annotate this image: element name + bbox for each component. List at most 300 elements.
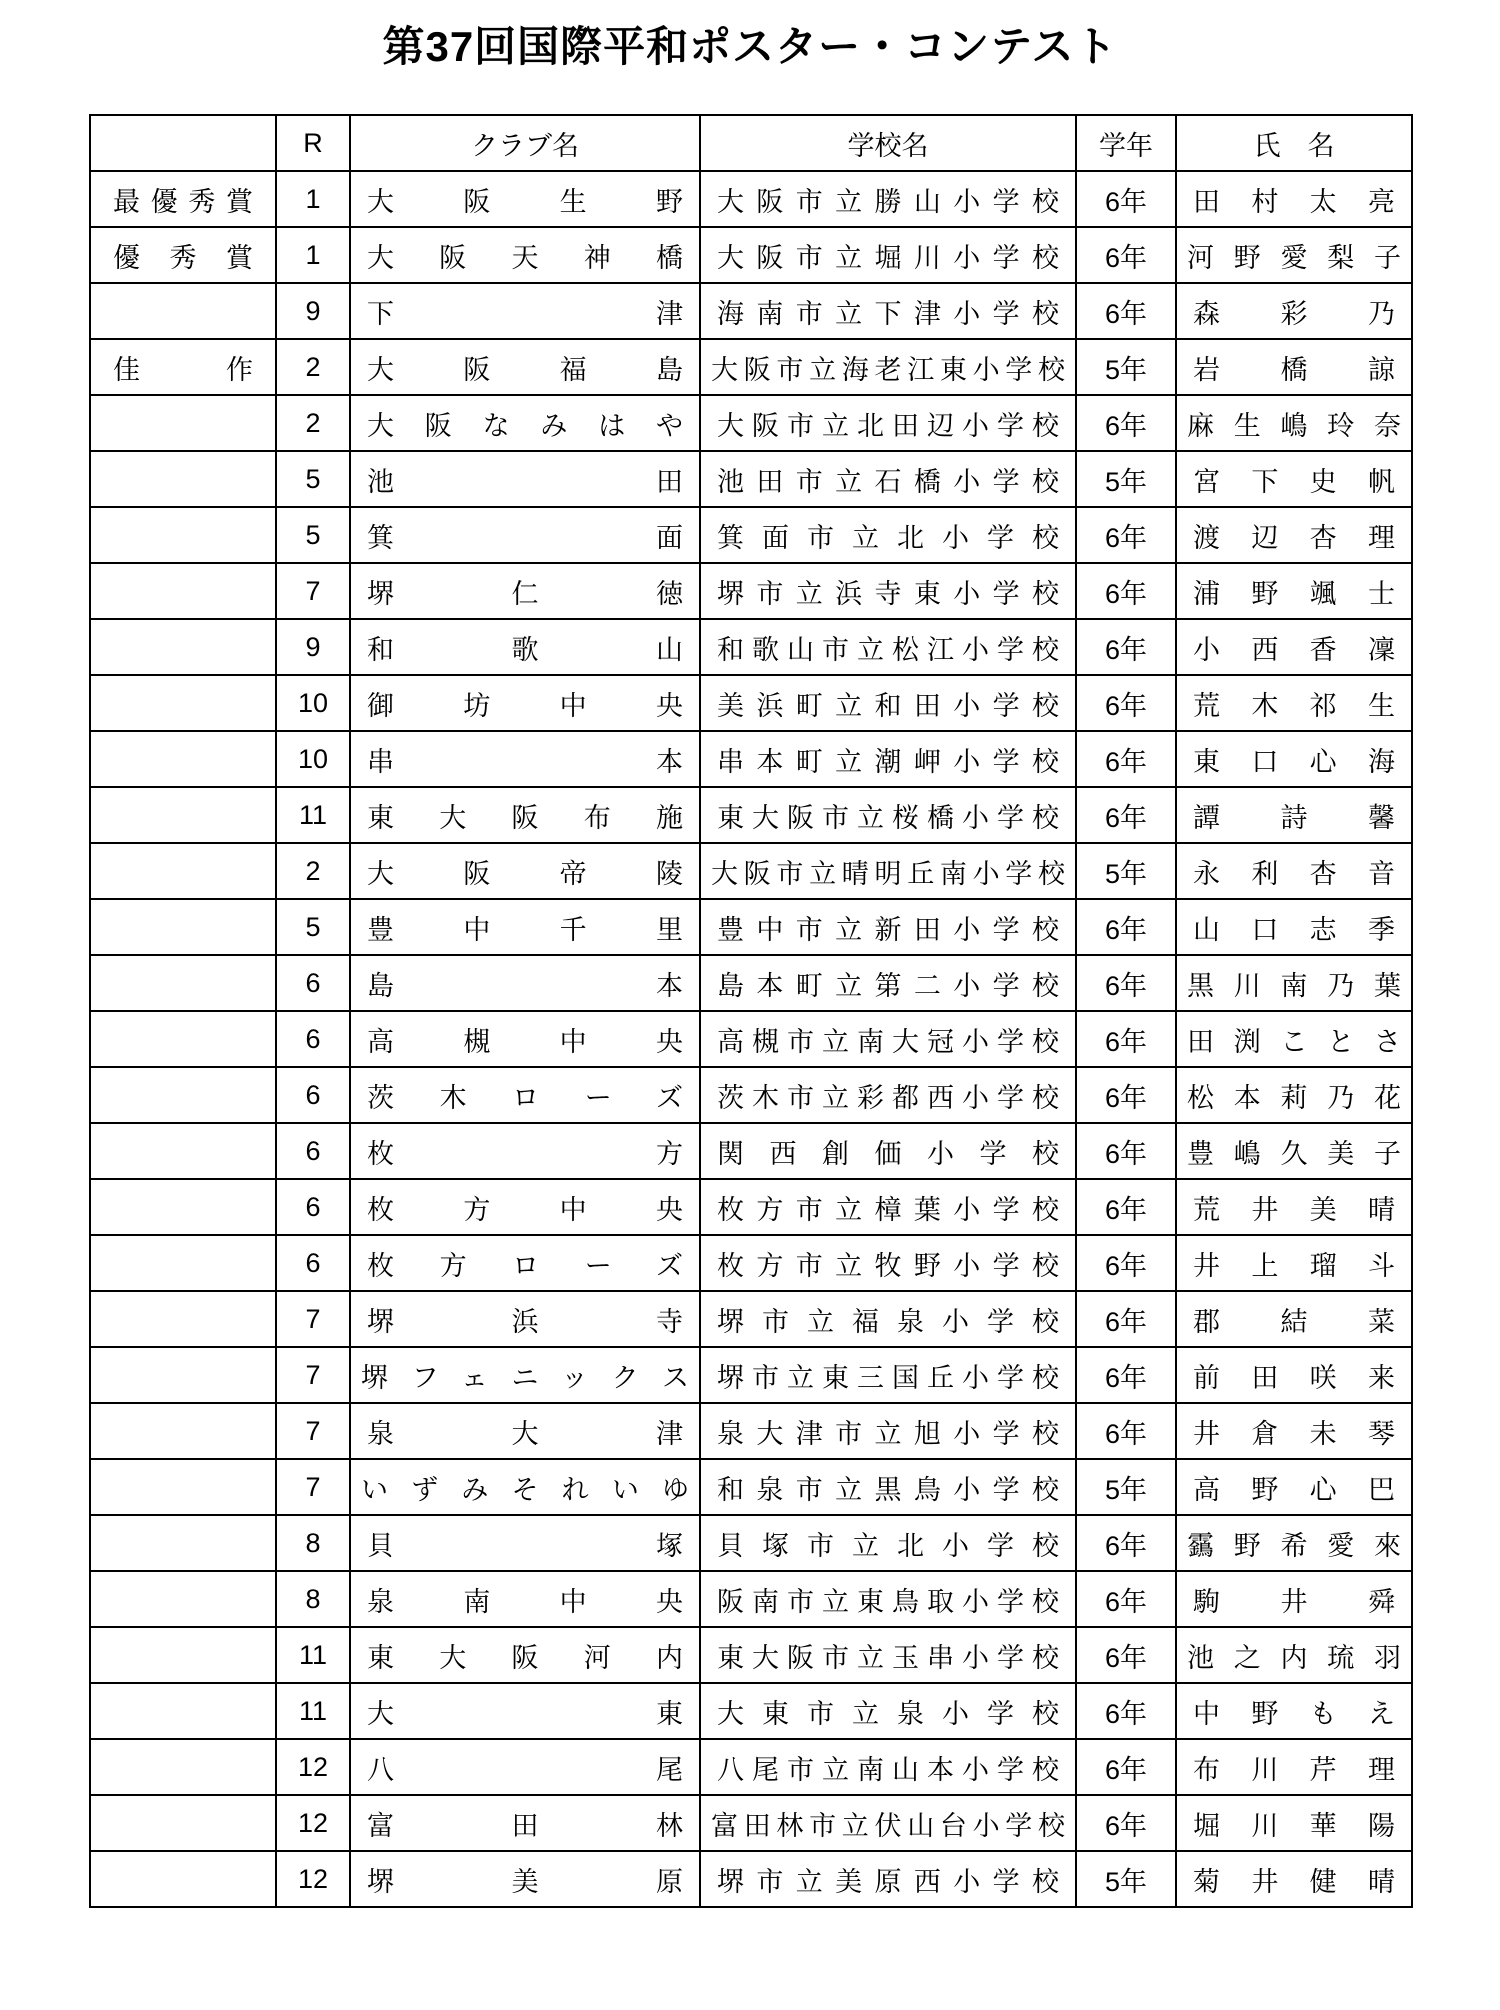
award-cell	[90, 787, 276, 843]
club-cell	[350, 1795, 700, 1851]
school-name: 箕面市立北小学校	[717, 522, 1059, 553]
round-cell: 12	[276, 1851, 350, 1907]
student-name: 永利杏音	[1193, 858, 1395, 889]
club-name: 池田	[367, 466, 683, 497]
award-cell	[90, 227, 276, 283]
table-row	[90, 1627, 1412, 1683]
student-name: 荒井美晴	[1193, 1194, 1395, 1225]
club-cell	[350, 1459, 700, 1515]
award-cell	[90, 395, 276, 451]
school-cell	[700, 787, 1076, 843]
table-row	[90, 899, 1412, 955]
school-name: 池田市立石橋小学校	[717, 466, 1059, 497]
school-cell	[700, 339, 1076, 395]
grade-cell: 6年	[1076, 1627, 1176, 1683]
award-cell	[90, 955, 276, 1011]
table-row	[90, 1235, 1412, 1291]
student-name-cell	[1176, 1571, 1412, 1627]
round-cell: 6	[276, 1067, 350, 1123]
table-row	[90, 1459, 1412, 1515]
student-name: 河野愛梨子	[1187, 242, 1401, 273]
round-cell: 6	[276, 1123, 350, 1179]
award-cell	[90, 1235, 276, 1291]
grade-cell: 5年	[1076, 339, 1176, 395]
round-cell: 7	[276, 563, 350, 619]
grade-cell: 6年	[1076, 899, 1176, 955]
club-name: 島本	[367, 970, 683, 1001]
student-name-cell	[1176, 843, 1412, 899]
school-name: 美浜町立和田小学校	[717, 690, 1059, 721]
award-cell	[90, 1795, 276, 1851]
table-row	[90, 1067, 1412, 1123]
round-cell: 6	[276, 955, 350, 1011]
award-cell	[90, 1459, 276, 1515]
round-cell: 5	[276, 507, 350, 563]
club-name: 八尾	[367, 1754, 683, 1785]
student-name: 麻生嶋玲奈	[1187, 410, 1401, 441]
club-name: 茨木ローズ	[367, 1082, 683, 1113]
grade-cell: 6年	[1076, 1571, 1176, 1627]
club-name: 大阪なみはや	[367, 410, 683, 441]
grade-cell: 6年	[1076, 1795, 1176, 1851]
table-row	[90, 1123, 1412, 1179]
student-name-cell	[1176, 1795, 1412, 1851]
table-row	[90, 563, 1412, 619]
school-name: 茨木市立彩都西小学校	[717, 1082, 1059, 1113]
student-name-cell	[1176, 1851, 1412, 1907]
grade-cell: 6年	[1076, 955, 1176, 1011]
club-name: 大阪帝陵	[367, 858, 683, 889]
student-name-cell	[1176, 395, 1412, 451]
round-cell: 7	[276, 1347, 350, 1403]
grade-cell: 6年	[1076, 395, 1176, 451]
grade-cell: 6年	[1076, 171, 1176, 227]
student-name: 豊嶋久美子	[1187, 1138, 1401, 1169]
club-cell	[350, 1347, 700, 1403]
club-cell	[350, 955, 700, 1011]
award-cell	[90, 171, 276, 227]
club-cell	[350, 899, 700, 955]
club-name: 東大阪河内	[367, 1642, 683, 1673]
club-cell	[350, 1123, 700, 1179]
grade-cell: 6年	[1076, 731, 1176, 787]
document-page	[0, 22, 1500, 2010]
club-name: 串本	[367, 746, 683, 777]
club-cell	[350, 731, 700, 787]
student-name-cell	[1176, 1011, 1412, 1067]
award-cell	[90, 283, 276, 339]
club-name: 泉大津	[367, 1418, 683, 1449]
student-name: 池之内琉羽	[1187, 1642, 1401, 1673]
student-name: 山口志季	[1193, 914, 1395, 945]
round-cell: 8	[276, 1515, 350, 1571]
school-cell	[700, 1515, 1076, 1571]
table-row	[90, 1011, 1412, 1067]
club-cell	[350, 339, 700, 395]
table-row	[90, 1571, 1412, 1627]
school-cell	[700, 1347, 1076, 1403]
table-row	[90, 1515, 1412, 1571]
grade-cell: 6年	[1076, 1739, 1176, 1795]
club-name: 大阪天神橋	[367, 242, 683, 273]
club-name: 枚方中央	[367, 1194, 683, 1225]
club-name: 豊中千里	[367, 914, 683, 945]
grade-cell: 6年	[1076, 1291, 1176, 1347]
award-cell	[90, 1347, 276, 1403]
award-cell	[90, 1067, 276, 1123]
table-row	[90, 787, 1412, 843]
table-row	[90, 227, 1412, 283]
school-cell	[700, 619, 1076, 675]
student-name-cell	[1176, 283, 1412, 339]
round-cell: 5	[276, 899, 350, 955]
grade-cell: 5年	[1076, 451, 1176, 507]
table-row	[90, 339, 1412, 395]
award-cell	[90, 451, 276, 507]
table-row	[90, 731, 1412, 787]
school-name: 高槻市立南大冠小学校	[717, 1026, 1059, 1057]
round-cell: 2	[276, 339, 350, 395]
grade-cell: 6年	[1076, 1347, 1176, 1403]
club-cell	[350, 1235, 700, 1291]
club-name: 大阪福島	[367, 354, 683, 385]
table-header-cell: 学校名	[700, 115, 1076, 171]
school-cell	[700, 395, 1076, 451]
table-row	[90, 171, 1412, 227]
student-name: 田渕ことさ	[1187, 1026, 1401, 1057]
student-name: 岩橋諒	[1193, 354, 1395, 385]
student-name-cell	[1176, 227, 1412, 283]
school-cell	[700, 1627, 1076, 1683]
student-name: 井上瑠斗	[1193, 1250, 1395, 1281]
grade-cell: 6年	[1076, 563, 1176, 619]
student-name-cell	[1176, 171, 1412, 227]
award-table-container	[89, 114, 1411, 1908]
club-cell	[350, 1011, 700, 1067]
award-cell	[90, 1627, 276, 1683]
student-name-cell	[1176, 731, 1412, 787]
club-cell	[350, 563, 700, 619]
table-row	[90, 1347, 1412, 1403]
table-row	[90, 1739, 1412, 1795]
school-name: 富田林市立伏山台小学校	[711, 1810, 1065, 1841]
round-cell: 1	[276, 227, 350, 283]
student-name-cell	[1176, 1291, 1412, 1347]
grade-cell: 6年	[1076, 1515, 1176, 1571]
table-header-cell: R	[276, 115, 350, 171]
student-name: 前田咲来	[1193, 1362, 1395, 1393]
club-cell	[350, 1571, 700, 1627]
school-cell	[700, 731, 1076, 787]
student-name-cell	[1176, 1067, 1412, 1123]
round-cell: 9	[276, 283, 350, 339]
student-name: 森彩乃	[1193, 298, 1395, 329]
award-label: 最優秀賞	[113, 186, 253, 217]
table-row	[90, 1851, 1412, 1907]
school-cell	[700, 955, 1076, 1011]
student-name: 黒川南乃葉	[1187, 970, 1401, 1001]
school-cell	[700, 1291, 1076, 1347]
club-name: いずみそれいゆ	[361, 1474, 689, 1505]
student-name: 堀川華陽	[1193, 1810, 1395, 1841]
table-row	[90, 451, 1412, 507]
school-cell	[700, 1179, 1076, 1235]
round-cell: 9	[276, 619, 350, 675]
club-name: 高槻中央	[367, 1026, 683, 1057]
student-name-cell	[1176, 675, 1412, 731]
student-name-cell	[1176, 1515, 1412, 1571]
student-name-cell	[1176, 339, 1412, 395]
club-cell	[350, 787, 700, 843]
school-cell	[700, 1235, 1076, 1291]
table-row	[90, 1403, 1412, 1459]
student-name: 松本莉乃花	[1187, 1082, 1401, 1113]
award-cell	[90, 1515, 276, 1571]
club-cell	[350, 1291, 700, 1347]
award-label: 優秀賞	[113, 242, 253, 273]
table-row	[90, 675, 1412, 731]
club-cell	[350, 1851, 700, 1907]
school-name: 堺市立美原西小学校	[717, 1866, 1059, 1897]
table-row	[90, 619, 1412, 675]
school-cell	[700, 675, 1076, 731]
school-cell	[700, 1739, 1076, 1795]
table-header-cell: 氏 名	[1176, 115, 1412, 171]
award-cell	[90, 1683, 276, 1739]
school-name: 枚方市立樟葉小学校	[717, 1194, 1059, 1225]
award-cell	[90, 1851, 276, 1907]
student-name: 小西香凜	[1193, 634, 1395, 665]
grade-cell: 6年	[1076, 1011, 1176, 1067]
school-name: 貝塚市立北小学校	[717, 1530, 1059, 1561]
school-name: 和歌山市立松江小学校	[717, 634, 1059, 665]
round-cell: 12	[276, 1739, 350, 1795]
grade-cell: 5年	[1076, 843, 1176, 899]
student-name: 駒井舜	[1193, 1586, 1395, 1617]
student-name: 高野心巴	[1193, 1474, 1395, 1505]
grade-cell: 6年	[1076, 1179, 1176, 1235]
round-cell: 8	[276, 1571, 350, 1627]
award-cell	[90, 899, 276, 955]
school-cell	[700, 899, 1076, 955]
club-name: 枚方ローズ	[367, 1250, 683, 1281]
grade-cell: 5年	[1076, 1851, 1176, 1907]
award-table	[89, 114, 1413, 1908]
student-name: 靎野希愛來	[1187, 1530, 1401, 1561]
school-name: 串本町立潮岬小学校	[717, 746, 1059, 777]
grade-cell: 6年	[1076, 619, 1176, 675]
school-cell	[700, 1851, 1076, 1907]
table-row	[90, 1683, 1412, 1739]
student-name: 田村太亮	[1193, 186, 1395, 217]
school-name: 堺市立東三国丘小学校	[717, 1362, 1059, 1393]
club-name: 貝塚	[367, 1530, 683, 1561]
round-cell: 11	[276, 1683, 350, 1739]
club-cell	[350, 1627, 700, 1683]
table-header-cell: 学年	[1076, 115, 1176, 171]
school-name: 大阪市立堀川小学校	[717, 242, 1059, 273]
grade-cell: 6年	[1076, 1235, 1176, 1291]
school-name: 泉大津市立旭小学校	[717, 1418, 1059, 1449]
grade-cell: 6年	[1076, 1403, 1176, 1459]
table-row	[90, 1291, 1412, 1347]
award-cell	[90, 1571, 276, 1627]
club-cell	[350, 1739, 700, 1795]
school-name: 堺市立福泉小学校	[717, 1306, 1059, 1337]
club-cell	[350, 451, 700, 507]
table-row	[90, 507, 1412, 563]
student-name: 宮下史帆	[1193, 466, 1395, 497]
award-cell	[90, 339, 276, 395]
club-cell	[350, 1403, 700, 1459]
table-header-cell	[90, 115, 276, 171]
round-cell: 6	[276, 1235, 350, 1291]
page-title: 第37回国際平和ポスター・コンテスト	[382, 23, 1118, 70]
club-cell	[350, 1179, 700, 1235]
award-cell	[90, 1739, 276, 1795]
club-name: 和歌山	[367, 634, 683, 665]
student-name-cell	[1176, 899, 1412, 955]
round-cell: 10	[276, 675, 350, 731]
school-name: 東大阪市立玉串小学校	[717, 1642, 1059, 1673]
school-name: 大阪市立海老江東小学校	[711, 354, 1065, 385]
student-name-cell	[1176, 1235, 1412, 1291]
award-label: 佳作	[113, 354, 253, 385]
school-name: 関西創価小学校	[717, 1138, 1059, 1169]
school-cell	[700, 1011, 1076, 1067]
student-name: 荒木祁生	[1193, 690, 1395, 721]
school-name: 枚方市立牧野小学校	[717, 1250, 1059, 1281]
school-cell	[700, 563, 1076, 619]
award-cell	[90, 1123, 276, 1179]
award-cell	[90, 619, 276, 675]
school-cell	[700, 1459, 1076, 1515]
round-cell: 11	[276, 787, 350, 843]
student-name: 渡辺杏理	[1193, 522, 1395, 553]
club-cell	[350, 171, 700, 227]
school-name: 海南市立下津小学校	[717, 298, 1059, 329]
round-cell: 2	[276, 843, 350, 899]
round-cell: 7	[276, 1291, 350, 1347]
table-row	[90, 1179, 1412, 1235]
school-name: 堺市立浜寺東小学校	[717, 578, 1059, 609]
award-cell	[90, 1011, 276, 1067]
club-name: 堺フェニックス	[361, 1362, 689, 1393]
student-name-cell	[1176, 1347, 1412, 1403]
club-name: 箕面	[367, 522, 683, 553]
club-cell	[350, 675, 700, 731]
grade-cell: 6年	[1076, 1683, 1176, 1739]
club-cell	[350, 395, 700, 451]
club-name: 堺美原	[367, 1866, 683, 1897]
grade-cell: 5年	[1076, 1459, 1176, 1515]
club-cell	[350, 1067, 700, 1123]
school-name: 和泉市立黒鳥小学校	[717, 1474, 1059, 1505]
school-cell	[700, 1571, 1076, 1627]
student-name-cell	[1176, 1627, 1412, 1683]
round-cell: 5	[276, 451, 350, 507]
school-name: 大阪市立晴明丘南小学校	[711, 858, 1065, 889]
student-name-cell	[1176, 619, 1412, 675]
school-cell	[700, 1067, 1076, 1123]
club-cell	[350, 1683, 700, 1739]
student-name: 菊井健晴	[1193, 1866, 1395, 1897]
student-name-cell	[1176, 1179, 1412, 1235]
school-cell	[700, 227, 1076, 283]
club-name: 枚方	[367, 1138, 683, 1169]
school-name: 大東市立泉小学校	[717, 1698, 1059, 1729]
round-cell: 7	[276, 1459, 350, 1515]
student-name-cell	[1176, 1683, 1412, 1739]
grade-cell: 6年	[1076, 675, 1176, 731]
round-cell: 6	[276, 1179, 350, 1235]
school-name: 八尾市立南山本小学校	[717, 1754, 1059, 1785]
student-name-cell	[1176, 1123, 1412, 1179]
club-name: 泉南中央	[367, 1586, 683, 1617]
table-row	[90, 395, 1412, 451]
club-cell	[350, 843, 700, 899]
round-cell: 7	[276, 1403, 350, 1459]
school-cell	[700, 1123, 1076, 1179]
student-name-cell	[1176, 787, 1412, 843]
table-row	[90, 283, 1412, 339]
school-cell	[700, 1403, 1076, 1459]
round-cell: 1	[276, 171, 350, 227]
school-name: 島本町立第二小学校	[717, 970, 1059, 1001]
student-name-cell	[1176, 451, 1412, 507]
student-name: 布川芹理	[1193, 1754, 1395, 1785]
school-cell	[700, 843, 1076, 899]
award-cell	[90, 1179, 276, 1235]
club-name: 下津	[367, 298, 683, 329]
award-cell	[90, 843, 276, 899]
student-name-cell	[1176, 1739, 1412, 1795]
award-cell	[90, 563, 276, 619]
table-header-row	[90, 115, 1412, 171]
award-table-body	[90, 115, 1412, 1907]
grade-cell: 6年	[1076, 1123, 1176, 1179]
club-name: 富田林	[367, 1810, 683, 1841]
school-cell	[700, 171, 1076, 227]
table-row	[90, 843, 1412, 899]
club-cell	[350, 507, 700, 563]
school-name: 東大阪市立桜橋小学校	[717, 802, 1059, 833]
club-cell	[350, 283, 700, 339]
school-name: 大阪市立勝山小学校	[717, 186, 1059, 217]
school-name: 大阪市立北田辺小学校	[717, 410, 1059, 441]
grade-cell: 6年	[1076, 1067, 1176, 1123]
school-name: 豊中市立新田小学校	[717, 914, 1059, 945]
student-name: 中野もえ	[1193, 1698, 1395, 1729]
award-cell	[90, 1291, 276, 1347]
club-cell	[350, 619, 700, 675]
grade-cell: 6年	[1076, 283, 1176, 339]
award-cell	[90, 507, 276, 563]
club-name: 大東	[367, 1698, 683, 1729]
school-cell	[700, 283, 1076, 339]
student-name-cell	[1176, 507, 1412, 563]
school-cell	[700, 1683, 1076, 1739]
student-name-cell	[1176, 1459, 1412, 1515]
school-name: 阪南市立東鳥取小学校	[717, 1586, 1059, 1617]
round-cell: 12	[276, 1795, 350, 1851]
award-cell	[90, 731, 276, 787]
student-name: 郡結菜	[1193, 1306, 1395, 1337]
student-name-cell	[1176, 563, 1412, 619]
grade-cell: 6年	[1076, 787, 1176, 843]
school-cell	[700, 451, 1076, 507]
award-cell	[90, 1403, 276, 1459]
